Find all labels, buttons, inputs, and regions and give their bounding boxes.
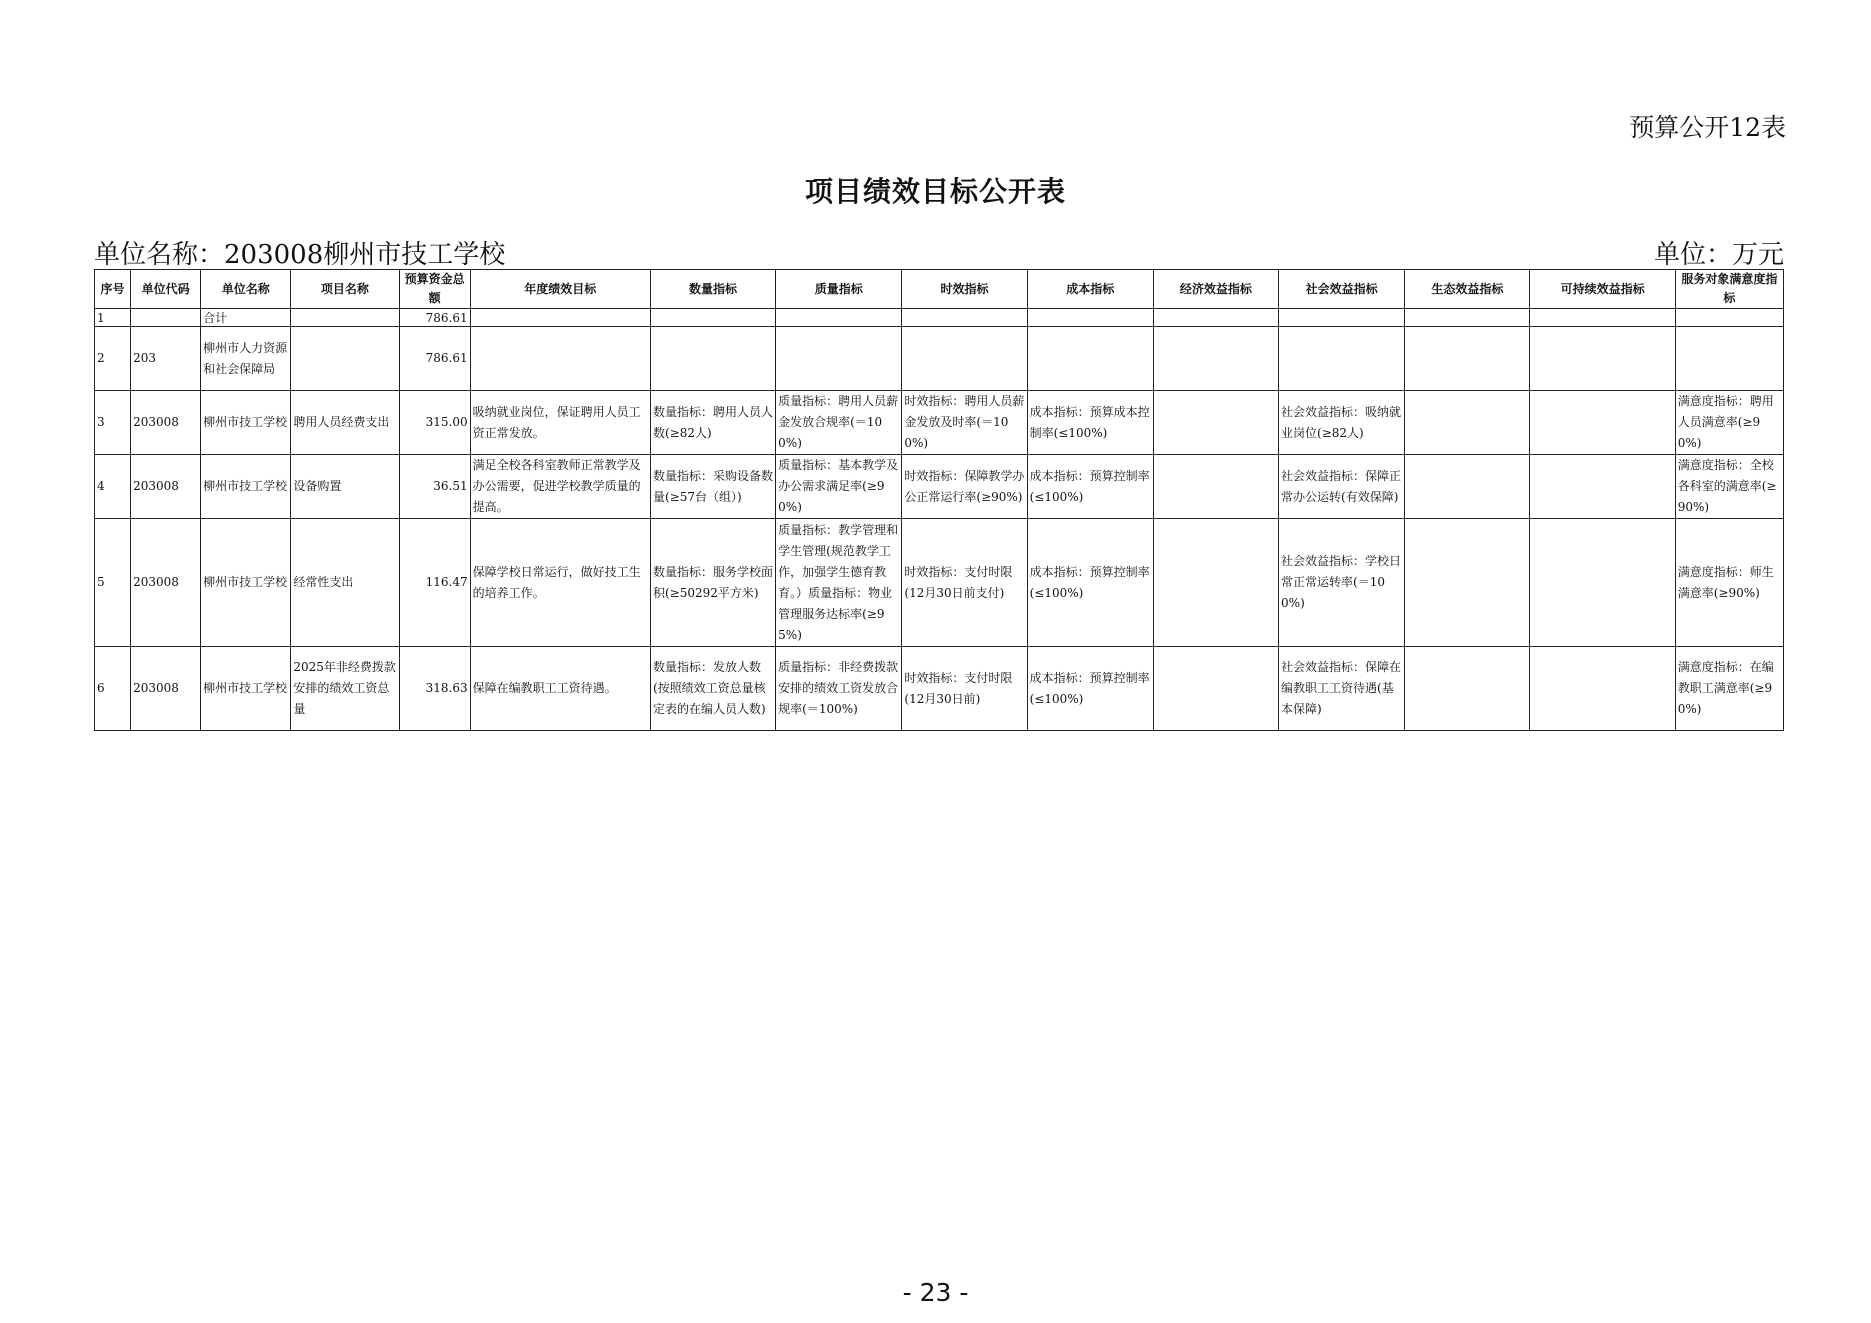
cell-sustainable [1530,519,1675,647]
cell-project [291,327,399,391]
cell-unit-name: 合计 [201,309,291,327]
header-social: 社会效益指标 [1279,270,1405,309]
cell-unit-code: 203008 [131,391,201,455]
header-annual-goal: 年度绩效目标 [470,270,650,309]
cell-quantity: 数量指标：聘用人员人数(≥82人) [650,391,775,455]
table-row [95,327,1784,391]
cell-cost: 成本指标：预算控制率(≤100%) [1027,455,1153,519]
cell-sustainable [1530,309,1675,327]
header-cost: 成本指标 [1027,270,1153,309]
cell-ecological [1405,455,1530,519]
cell-unit-code: 203008 [131,455,201,519]
unit-label: 单位：万元 [1653,240,1784,270]
cell-annual-goal [470,327,650,391]
cell-cost: 成本指标：预算控制率(≤100%) [1027,647,1153,731]
cell-timeliness [902,327,1027,391]
cell-cost [1027,309,1153,327]
cell-project: 经常性支出 [291,519,399,647]
cell-quantity: 数量指标：服务学校面积(≥50292平方米) [650,519,775,647]
cell-unit-code: 203 [131,327,201,391]
cell-quality [776,309,902,327]
cell-ecological [1405,327,1530,391]
cell-satisfaction [1675,309,1783,327]
cell-budget: 786.61 [399,327,470,391]
cell-ecological [1405,309,1530,327]
cell-unit-code: 203008 [131,647,201,731]
cell-annual-goal: 满足全校各科室教师正常教学及办公需要，促进学校教学质量的提高。 [470,455,650,519]
header-unit-name: 单位名称 [201,270,291,309]
cell-social: 社会效益指标：保障正常办公运转(有效保障) [1279,455,1405,519]
cell-timeliness: 时效指标：支付时限(12月30日前支付) [902,519,1027,647]
cell-timeliness [902,309,1027,327]
cell-cost [1027,327,1153,391]
header-project: 项目名称 [291,270,399,309]
cell-seq: 3 [95,391,131,455]
header-unit-code: 单位代码 [131,270,201,309]
cell-economic [1153,647,1278,731]
cell-social [1279,327,1405,391]
cell-seq: 4 [95,455,131,519]
cell-quantity [650,327,775,391]
cell-sustainable [1530,391,1675,455]
table-row [95,391,1784,455]
cell-budget: 318.63 [399,647,470,731]
cell-budget: 36.51 [399,455,470,519]
cell-seq: 1 [95,309,131,327]
cell-seq: 5 [95,519,131,647]
cell-timeliness: 时效指标：聘用人员薪金发放及时率(＝100%) [902,391,1027,455]
cell-sustainable [1530,647,1675,731]
header-timeliness: 时效指标 [902,270,1027,309]
unit-name: 单位名称：203008柳州市技工学校 [94,240,506,270]
cell-ecological [1405,391,1530,455]
cell-economic [1153,455,1278,519]
cell-unit-name: 柳州市技工学校 [201,647,291,731]
cell-social [1279,309,1405,327]
header-quality: 质量指标 [776,270,902,309]
cell-cost: 成本指标：预算控制率(≤100%) [1027,519,1153,647]
header-satisfaction: 服务对象满意度指标 [1675,270,1783,309]
cell-social: 社会效益指标：保障在编教职工工资待遇(基本保障) [1279,647,1405,731]
cell-project [291,309,399,327]
page-number: - 23 - [902,1278,969,1307]
cell-sustainable [1530,327,1675,391]
header-seq: 序号 [95,270,131,309]
table-row [95,309,1784,327]
header-ecological: 生态效益指标 [1405,270,1530,309]
cell-ecological [1405,519,1530,647]
cell-unit-name: 柳州市人力资源和社会保障局 [201,327,291,391]
cell-economic [1153,309,1278,327]
cell-economic [1153,391,1278,455]
cell-project: 2025年非经费拨款安排的绩效工资总量 [291,647,399,731]
cell-quality: 质量指标：聘用人员薪金发放合规率(＝100%) [776,391,902,455]
cell-budget: 786.61 [399,309,470,327]
table-header-row [95,270,1784,309]
table-row [95,519,1784,647]
table-row [95,647,1784,731]
header-budget: 预算资金总额 [399,270,470,309]
cell-quantity: 数量指标：采购设备数量(≥57台（组）) [650,455,775,519]
cell-unit-name: 柳州市技工学校 [201,519,291,647]
cell-satisfaction: 满意度指标：全校各科室的满意率(≥90%) [1675,455,1783,519]
cell-project: 设备购置 [291,455,399,519]
cell-unit-name: 柳州市技工学校 [201,455,291,519]
page-title: 项目绩效目标公开表 [804,175,1066,208]
cell-timeliness: 时效指标：保障教学办公正常运行率(≥90%) [902,455,1027,519]
cell-satisfaction [1675,327,1783,391]
cell-satisfaction: 满意度指标：在编教职工满意率(≥90%) [1675,647,1783,731]
cell-quality: 质量指标：非经费拨款安排的绩效工资发放合规率(＝100%) [776,647,902,731]
header-sustainable: 可持续效益指标 [1530,270,1675,309]
cell-social: 社会效益指标：学校日常正常运转率(＝100%) [1279,519,1405,647]
cell-ecological [1405,647,1530,731]
header-economic: 经济效益指标 [1153,270,1278,309]
cell-quality [776,327,902,391]
cell-cost: 成本指标：预算成本控制率(≤100%) [1027,391,1153,455]
cell-economic [1153,519,1278,647]
cell-satisfaction: 满意度指标：师生满意率(≥90%) [1675,519,1783,647]
cell-project: 聘用人员经费支出 [291,391,399,455]
cell-unit-code: 203008 [131,519,201,647]
cell-sustainable [1530,455,1675,519]
cell-annual-goal: 吸纳就业岗位，保证聘用人员工资正常发放。 [470,391,650,455]
cell-annual-goal: 保障学校日常运行，做好技工生的培养工作。 [470,519,650,647]
cell-seq: 6 [95,647,131,731]
performance-table [94,269,1784,731]
cell-timeliness: 时效指标：支付时限(12月30日前) [902,647,1027,731]
table-row [95,455,1784,519]
cell-budget: 315.00 [399,391,470,455]
cell-unit-code [131,309,201,327]
cell-quality: 质量指标：基本教学及办公需求满足率(≥90%) [776,455,902,519]
cell-quality: 质量指标：教学管理和学生管理(规范教学工作，加强学生德育教育。）质量指标：物业管理服务达标率(≥95%) [776,519,902,647]
cell-seq: 2 [95,327,131,391]
cell-economic [1153,327,1278,391]
cell-quantity: 数量指标：发放人数(按照绩效工资总量核定表的在编人员人数) [650,647,775,731]
cell-annual-goal: 保障在编教职工工资待遇。 [470,647,650,731]
header-quantity: 数量指标 [650,270,775,309]
cell-unit-name: 柳州市技工学校 [201,391,291,455]
cell-annual-goal [470,309,650,327]
form-code: 预算公开12表 [1629,113,1786,142]
cell-satisfaction: 满意度指标：聘用人员满意率(≥90%) [1675,391,1783,455]
cell-social: 社会效益指标：吸纳就业岗位(≥82人) [1279,391,1405,455]
cell-budget: 116.47 [399,519,470,647]
cell-quantity [650,309,775,327]
